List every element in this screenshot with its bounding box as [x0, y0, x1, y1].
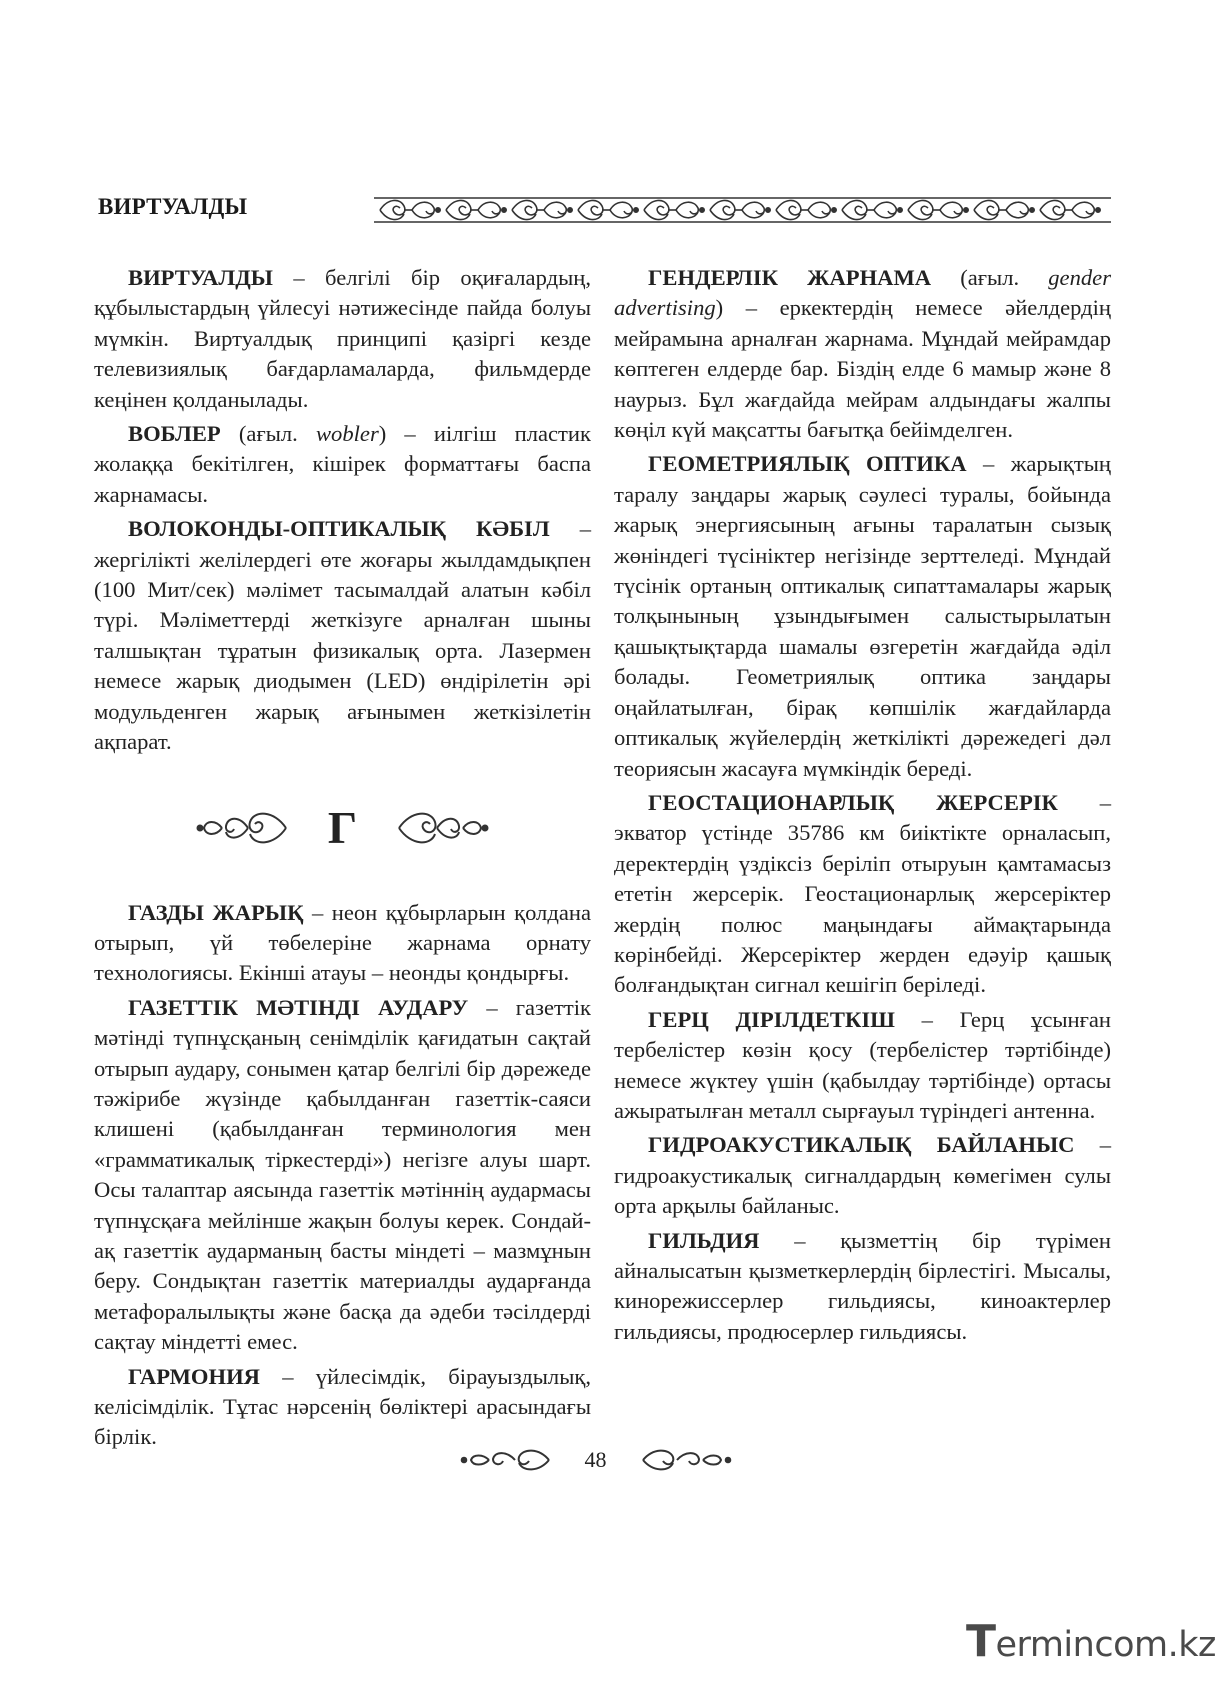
entry-text: – жергілікті желілердегі өте жоғары жылдамдықпен (100 Мит/сек) мәлімет тасымалдай алатын кәбіл түрі. Мәліметтерді жеткізуге арналған шыны талшықтан тұратын физикалық орта. Лазермен немесе жарық диодымен (LED) өндірілетін әрі модульденген жарық ағынымен жеткізілетін ақпарат. [94, 516, 591, 755]
left-column [94, 263, 591, 1457]
entry-term: ГАРМОНИЯ [128, 1363, 260, 1389]
entry-geostationary-satellite [614, 788, 1111, 1001]
entry-term: ВОБЛЕР [128, 421, 221, 447]
entry-text: – неон құбырларын қолдана отырып, үй төбелеріне жарнама орнату технологиясы. Екінші атауы – неонды қондырғы. [94, 899, 591, 986]
entry-text: – Герц ұсынған тербелістер көзін қосу (тербелістер тәртібінде) немесе жүктеу үшін (қабылдау тәртібінде) ортасы ажыратылған металл сырғауыл түріндегі антенна. [614, 1006, 1112, 1123]
entry-vobler: ВОБЛЕР (ағыл. wobler) – иілгіш пластик жолаққа бекітілген, кішірек форматтағы баспа жарнамасы. [94, 421, 591, 507]
page-number: 48 [584, 1447, 607, 1472]
section-divider [94, 780, 591, 876]
entry-gloss: gender advertising [614, 265, 1111, 321]
entry-term: ГЕРЦ ДІРІЛДЕТКІШ [648, 1006, 895, 1032]
running-title: ВИРТУАЛДЫ [98, 194, 248, 219]
entry-term: ГАЗЕТТІК МӘТІНДІ АУДАРУ [128, 994, 469, 1020]
right-column [614, 263, 1111, 1351]
footer-swirl-right-icon [641, 1445, 733, 1475]
entry-text: – үйлесімдік, бірауыздылық, келісімділік. Тұтас нәрсенің бөліктері арасындағы бірлік. [94, 1363, 591, 1450]
footer-swirl-left-icon [459, 1445, 551, 1475]
entry-text: – жарықтың таралу заңдары жарық сәулесі туралы, бойында жарық энергиясының ағыны таралатын сызық жөніндегі түсініктер негізінде зерттеледі. Мұндай түсінік ортаның оптикалық сипаттамалары жарық толқынының ұзындығымен салыстырылатын қашықтықтарда шамалы өзгеретін жағдайда әділ болады. Геометриялық оптика заңдары оңайлатылған, бірақ көпшілік жағдайларда оптикалық жүйелердің жеткілікті дәрежедегі дәл теориясын жасауға мүмкіндік береді. [614, 451, 1111, 781]
watermark-text: ermincom.kz [995, 1625, 1216, 1665]
abbr-english: ағыл. [967, 265, 1020, 290]
entry-term: ГИДРОАКУСТИКАЛЫҚ БАЙЛАНЫС [648, 1132, 1075, 1158]
ornament-border [374, 196, 1111, 224]
entry-fiber-cable [94, 514, 591, 757]
entry-text: – экватор үстінде 35786 км биіктікте орналасып, деректердің үздіксіз беріліп отыруын қамтамасыз ететін жерсерік. Геостационарлық жерсеріктер жердің полюс маңындағы аймақтарында көрінбейді. Жерсеріктер жерден едәуір қашық болғандықтан сигнал кешігіп беріледі. [614, 789, 1111, 998]
abbr-english: ағыл. [246, 421, 298, 447]
entry-text: – белгілі бір оқиғалардың, құбылыстардың үйлесуі нәтижесінде пайда болуы мүмкін. Виртуалдық принципі қазіргі кезде телевизиялық бағдарламаларда, фильмдерде кеңінен қолданылады. [94, 265, 591, 412]
entry-text: – гидроакустикалық сигналдардың көмегімен сулы орта арқылы байланыс. [614, 1132, 1111, 1219]
section-letter: Г [327, 801, 358, 853]
entry-virtualdy [94, 263, 591, 415]
entry-gender-advertising: ГЕНДЕРЛІК ЖАРНАМА (ағыл. gender advertising) – еркектердің немесе әйелдердің мейрамына арналған жарнама. Мұндай мейрамдар көптеген елдерде бар. Біздің елде 6 мамыр және 8 наурыз. Бұл жағдайда мейрам алдындағы жалпы көңіл күй мақсатты бағытқа бейімделген. [614, 265, 1111, 443]
entry-gloss: wobler [315, 421, 379, 447]
entry-text: – газеттік мәтінді түпнұсқаның сенімділік қағидатын сақтай отырып аудару, сонымен қатар белгілі бір дәрежеде тәжірибе жүзінде қабылданған газеттік-саяси клишені (қабылданған терминология мен «грамматикалық тіркестерді») негізге алуы шарт. Осы талаптар аясында газеттік мәтіннің аудармасы түпнұсқаға мейлінше жақын болуы керек. Сондай-ақ газеттік аударманың басты міндеті – мазмұнын беру. Сондықтан газеттік материалды аударғанда метафоралылықты және басқа да әдеби тәсілдерді сақтау міндетті емес. [94, 994, 591, 1355]
entry-text: – еркектердің немесе әйелдердің мейрамына арналған жарнама. Мұндай мейрамдар көптеген елдерде бар. Біздің елде 6 мамыр және 8 наурыз. Бұл жағдайда мейрам алдындағы жалпы көңіл күй мақсатты бағытқа бейімделген. [614, 295, 1111, 443]
entry-term: ГЕОСТАЦИОНАРЛЫҚ ЖЕРСЕРІК [648, 789, 1058, 815]
swirl-ornament-left [196, 806, 288, 850]
entry-newspaper-translation [94, 993, 591, 1358]
entry-term: ГЕОМЕТРИЯЛЫҚ ОПТИКА [648, 451, 967, 477]
entry-term: ГИЛЬДИЯ [648, 1227, 760, 1253]
entry-hertz-vibrator [614, 1005, 1111, 1127]
entry-geometric-optics [614, 449, 1111, 783]
watermark-first-letter: T [966, 1616, 996, 1667]
entry-text: – қызметтің бір түрімен айналысатын қызметкерлердің бірлестігі. Мысалы, кинорежиссерлер гильдиясы, киноактерлер гильдиясы, продюсерлер гильдиясы. [614, 1227, 1111, 1344]
swirl-ornament-right [397, 806, 489, 850]
entry-guild [614, 1226, 1111, 1348]
entry-gas-light [94, 898, 591, 989]
entry-term: ГАЗДЫ ЖАРЫҚ [128, 899, 304, 925]
entry-term: ГЕНДЕРЛІК ЖАРНАМА [648, 265, 932, 290]
entry-term: ВОЛОКОНДЫ-ОПТИКАЛЫҚ КӘБІЛ [128, 516, 550, 542]
watermark-logo [966, 1616, 1216, 1667]
entry-harmony [94, 1362, 591, 1453]
entry-hydroacoustic-link [614, 1130, 1111, 1221]
entry-term: ВИРТУАЛДЫ [128, 265, 273, 290]
entry-text: – иілгіш пластик жолаққа бекітілген, кішірек форматтағы баспа жарнамасы. [94, 421, 591, 507]
page-footer [0, 1445, 1191, 1475]
